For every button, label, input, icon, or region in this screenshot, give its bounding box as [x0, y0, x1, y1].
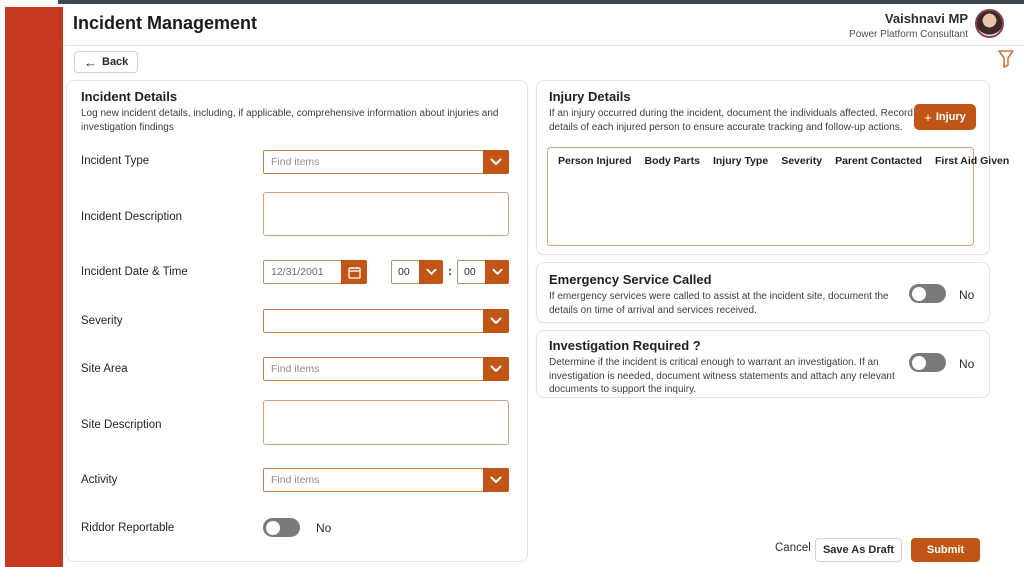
column-header: Severity — [781, 155, 823, 167]
emergency-service-card — [536, 262, 990, 323]
site-area-label: Site Area — [81, 363, 128, 375]
column-header: Injury Type — [712, 155, 769, 167]
incident-details-card — [66, 80, 528, 562]
toggle-knob — [912, 356, 926, 370]
emergency-service-toggle-state: No — [959, 288, 975, 302]
injury-details-card — [536, 80, 1010, 255]
incident-date-group — [263, 260, 367, 284]
filter-icon[interactable] — [997, 49, 1015, 69]
activity-placeholder[interactable]: Find items — [263, 468, 483, 492]
incident-details-description: Log new incident details, including, if applicable, comprehensive information about injuries and investigation findings — [81, 108, 499, 133]
chevron-down-icon — [490, 476, 502, 484]
top-accent-line — [58, 0, 1024, 4]
user-role: Power Platform Consultant — [849, 29, 968, 40]
column-header: Person Injured — [558, 155, 632, 167]
chevron-down-icon — [490, 158, 502, 166]
investigation-required-toggle[interactable] — [909, 353, 946, 372]
emergency-service-title: Emergency Service Called — [549, 272, 712, 287]
investigation-required-card — [536, 330, 990, 398]
cancel-button[interactable]: Cancel — [775, 542, 811, 554]
severity-placeholder[interactable] — [263, 309, 483, 333]
injury-details-description: If an injury occurred during the incident, document the individuals affected. Record details of each injured person to ensure accurate tracking and follow-up actions. — [549, 108, 913, 133]
calendar-icon[interactable] — [341, 260, 367, 284]
header-divider — [63, 45, 1024, 46]
investigation-required-toggle-state: No — [959, 357, 975, 371]
chevron-down-icon — [490, 365, 502, 373]
incident-datetime-label: Incident Date & Time — [81, 266, 188, 278]
avatar[interactable] — [975, 9, 1004, 38]
save-as-draft-button[interactable]: Save As Draft — [815, 538, 902, 562]
investigation-required-title: Investigation Required ? — [549, 338, 701, 353]
incident-hour-select[interactable] — [391, 260, 443, 284]
site-area-dropdown-button[interactable] — [483, 357, 509, 381]
toggle-knob — [266, 521, 280, 535]
hour-dropdown-button[interactable] — [419, 260, 443, 284]
chevron-down-icon — [492, 268, 503, 276]
incident-type-placeholder[interactable]: Find items — [263, 150, 483, 174]
riddor-toggle[interactable] — [263, 518, 300, 537]
injury-table[interactable] — [547, 147, 1010, 246]
page-title: Incident Management — [73, 13, 258, 33]
site-area-combobox[interactable] — [263, 357, 509, 381]
column-header: Body Parts — [644, 155, 700, 167]
severity-label: Severity — [81, 315, 123, 327]
incident-minute-value[interactable]: 00 — [457, 260, 485, 284]
incident-type-label: Incident Type — [81, 155, 150, 167]
incident-minute-select[interactable] — [457, 260, 509, 284]
incident-description-label: Incident Description — [81, 211, 182, 223]
column-header: First Aid Given — [935, 155, 1010, 167]
activity-combobox[interactable] — [263, 468, 509, 492]
add-injury-button[interactable] — [914, 104, 976, 130]
investigation-required-description: Determine if the incident is critical enough to warrant an investigation. If an investigation is needed, document witness statements and attach any relevant documents to support the inquiry. — [549, 357, 895, 395]
minute-dropdown-button[interactable] — [485, 260, 509, 284]
site-description-input[interactable] — [263, 400, 509, 445]
back-button[interactable] — [74, 51, 138, 73]
incident-date-input[interactable] — [263, 260, 341, 284]
activity-dropdown-button[interactable] — [483, 468, 509, 492]
riddor-toggle-state: No — [316, 521, 332, 535]
plus-icon: + — [924, 109, 932, 125]
incident-description-input[interactable] — [263, 192, 509, 236]
emergency-service-toggle[interactable] — [909, 284, 946, 303]
chevron-down-icon — [426, 268, 437, 276]
add-injury-label: Injury — [935, 111, 966, 123]
back-arrow-icon: ← — [84, 54, 97, 70]
column-header: Parent Contacted — [835, 155, 922, 167]
riddor-reportable-label: Riddor Reportable — [81, 522, 175, 534]
submit-button[interactable]: Submit — [911, 538, 980, 562]
incident-hour-value[interactable]: 00 — [391, 260, 419, 284]
emergency-service-description: If emergency services were called to assist at the incident site, document the details on time of arrival and services received. — [549, 291, 889, 316]
severity-dropdown-button[interactable] — [483, 309, 509, 333]
severity-combobox[interactable] — [263, 309, 509, 333]
back-label: Back — [102, 56, 129, 68]
left-sidebar-bar — [5, 7, 63, 567]
injury-table-header-row — [548, 148, 1010, 167]
site-description-label: Site Description — [81, 419, 162, 431]
time-separator: : — [448, 264, 452, 278]
injury-details-title: Injury Details — [549, 89, 631, 104]
site-area-placeholder[interactable]: Find items — [263, 357, 483, 381]
incident-type-combobox[interactable] — [263, 150, 509, 174]
incident-type-dropdown-button[interactable] — [483, 150, 509, 174]
activity-label: Activity — [81, 474, 118, 486]
user-name: Vaishnavi MP — [884, 11, 968, 26]
chevron-down-icon — [490, 317, 502, 325]
incident-details-title: Incident Details — [81, 89, 178, 104]
toggle-knob — [912, 287, 926, 301]
